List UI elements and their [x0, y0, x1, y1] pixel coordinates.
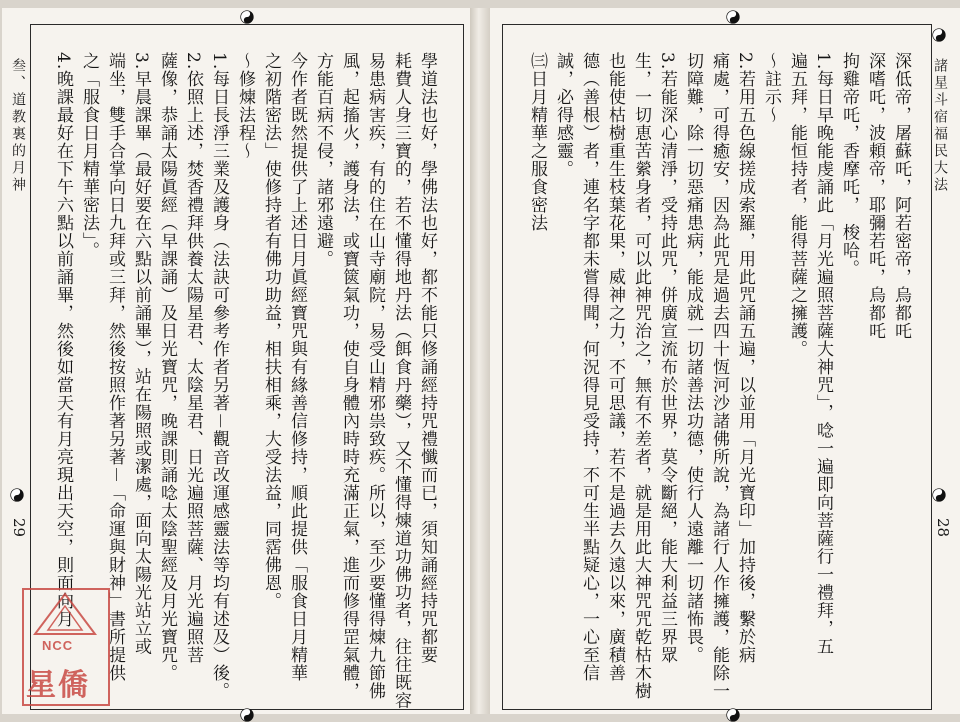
text-column: 生，一切恵苦縈身者，可以此神咒治之，無有不差者，就是用此大神咒咒乾枯木樹: [631, 52, 651, 700]
text-column: 1.每日長淨三業及護身（法訣可參考作者另著－觀音改運感靈法等均有述及）後。: [209, 52, 229, 701]
text-column: 2.若用五色線搓成索羅，用此咒誦五遍，以並用「月光寶印」加持後，繫於病: [735, 52, 755, 665]
text-column: 〜註示〜: [761, 52, 781, 124]
text-column: 深低帝，屠蘇吒，阿若密帝，烏都吒: [891, 52, 911, 340]
stamp-name-text: 星僑: [26, 668, 90, 703]
text-column: 切障難，除一切惡痛患病，能成就一切諸善法功德，使行人遠離一切諸怖畏。: [683, 52, 703, 664]
text-column: 4.晚課最好在下午六點以前誦畢，然後如當天有月亮現出天空，則面向月: [53, 52, 73, 629]
text-column: 風，起搐火，護身法，或寶篋氣功，使自身體內時時充滿正氣，進而修得罡氣體，: [339, 52, 359, 700]
text-column: 3.若能深心清淨，受持此咒，併廣宣流布於世界，莫令斷絕，能大利益三界眾: [657, 52, 677, 665]
book-gutter: [470, 8, 492, 714]
text-column: 3.早晨課畢（最好要在六點以前誦畢），站在陽照或潔處，面向太陽光站立或: [131, 52, 151, 656]
right-running-head: 諸星斗宿福民大法: [932, 58, 948, 194]
text-column: 2.依照上述，焚香禮拜供養太陽星君、太陰星君、日光遍照菩薩、月光遍照菩: [183, 52, 203, 665]
stamp-latin-text: NCC: [42, 638, 74, 653]
text-column: 端坐，雙手合掌向日九拜或三拜，然後按照作著另著－「命運與財神」書所提供: [105, 52, 125, 682]
yin-yang-icon: [10, 488, 24, 502]
text-column: 易患病害疾，有的住在山寺廟院，易受山精邪祟致疾。所以，至少要懂得煉九節佛: [365, 52, 385, 700]
publisher-stamp: [22, 588, 110, 706]
yin-yang-icon: [932, 28, 946, 42]
text-column: 〜修煉法程〜: [235, 52, 255, 160]
text-column: 深嗜吒，波頼帝，耶彌若吒，烏都吒: [865, 52, 885, 340]
text-column: 薩像，恭誦太陽眞經（早課誦）及日光寶咒，晚課則誦唸太陰聖經及月光寶咒。: [157, 52, 177, 682]
text-column: 今作者既然提供了上述日月眞經寶咒與有緣善信修持，順此提供「服食日月精華: [287, 52, 307, 682]
text-column: 之「服食日月精華密法」。: [79, 52, 99, 260]
left-page-number: 29: [10, 518, 28, 538]
text-column: 遍五拜，能恒持者，能得菩薩之擁護。: [787, 52, 807, 358]
text-column: 耗費人身三寶的，若不懂得地丹法（餌食丹藥），又不懂得煉道功佛功者，往往既容: [391, 52, 411, 710]
text-column: 痛處，可得癒安，因為此咒是過去四十恆河沙諸佛所說，為諸行人作擁護，能除一: [709, 52, 729, 700]
stamp-triangle-icon: [32, 592, 98, 636]
yin-yang-icon: [726, 10, 740, 24]
text-column: 拘雞帝吒，香摩吒， 梭哈。: [839, 52, 859, 278]
text-column: 1.每日早晚能虔誦此「月光遍照菩薩大神咒」，唸一遍即向菩薩行一禮拜，五: [813, 52, 833, 656]
right-page-number: 28: [934, 518, 952, 538]
yin-yang-icon: [932, 488, 946, 502]
text-column: 學道法也好，學佛法也好，都不能只修誦經持咒禮懺而已，須知誦經持咒都要: [417, 52, 437, 664]
yin-yang-icon: [240, 10, 254, 24]
text-column: 之初階密法」使修持者有佛功助益，相扶相乘，大受法益，同霑佛恩。: [261, 52, 281, 610]
text-column: ㈢日月精華之服食密法: [527, 52, 547, 232]
text-column: 方能百病不侵，諸邪遠避。: [313, 52, 333, 268]
text-column: 德（善根）者，連名字都未嘗得聞，何況得見受持，不可生半點疑心，一心至信: [579, 52, 599, 682]
left-page: [2, 8, 472, 714]
text-column: 誠，必得感靈。: [553, 52, 573, 178]
right-page: [490, 8, 960, 714]
text-column: 也能使枯樹重生枝葉花果，威神之力，不可思議，若不是過去久遠以來，廣積善: [605, 52, 625, 682]
left-running-head: 叁、道教裏的月神: [10, 58, 26, 194]
